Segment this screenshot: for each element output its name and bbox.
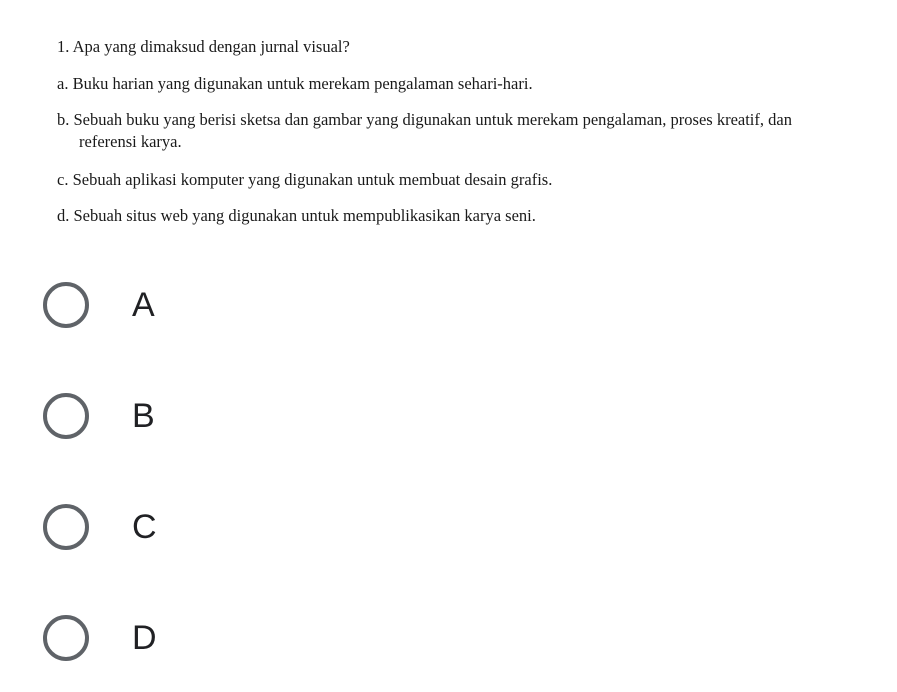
radio-button-c[interactable]	[43, 504, 89, 550]
option-b[interactable]	[43, 388, 343, 444]
question-text: 1. Apa yang dimaksud dengan jurnal visual?	[57, 37, 350, 56]
option-d-label: D	[132, 618, 157, 657]
radio-button-a[interactable]	[43, 282, 89, 328]
choice-a-text: a. Buku harian yang digunakan untuk merekam pengalaman sehari-hari.	[57, 74, 533, 93]
option-a[interactable]	[43, 277, 343, 333]
option-b-label: B	[132, 396, 155, 435]
radio-button-b[interactable]	[43, 393, 89, 439]
option-c[interactable]	[43, 499, 343, 555]
choice-b-text: b. Sebuah buku yang berisi sketsa dan gambar yang digunakan untuk merekam pengalaman, proses kreatif, dan	[57, 110, 792, 129]
choice-c-text: c. Sebuah aplikasi komputer yang digunakan untuk membuat desain grafis.	[57, 170, 553, 189]
option-c-label: C	[132, 507, 157, 546]
radio-button-d[interactable]	[43, 615, 89, 661]
option-a-label: A	[132, 285, 155, 324]
choice-b-text-continued: referensi karya.	[79, 132, 182, 151]
option-d[interactable]	[43, 610, 343, 666]
choice-d-text: d. Sebuah situs web yang digunakan untuk mempublikasikan karya seni.	[57, 206, 536, 225]
